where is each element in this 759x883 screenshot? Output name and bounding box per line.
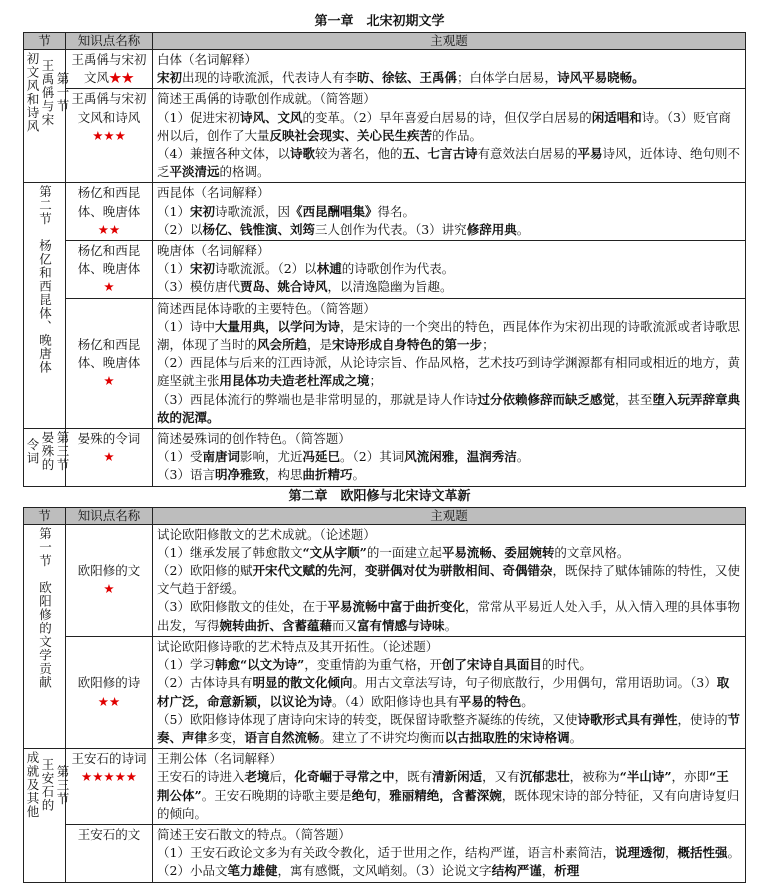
section-cell — [24, 183, 66, 429]
section-label: 成就及其他 — [25, 751, 40, 819]
knowledge-name: 杨亿和西昆体、晚唐体 — [77, 337, 141, 371]
importance-stars: ★★★ — [92, 127, 126, 143]
table-row — [24, 241, 746, 299]
answer-text: （1）受南唐词影响，尤近冯延巳。（2）其词风流闲雅，温润秀洁。 — [157, 449, 530, 465]
knowledge-name: 杨亿和西昆体、晚唐体 — [77, 185, 141, 219]
answer-text: （4）兼擅各种文体，以诗歌较为著名，他的五、七言古诗有意效法白居易的平易诗风，近体诗、绝句则不乏平淡清远的格调。 — [157, 146, 741, 180]
knowledge-name: 王安石的文 — [77, 826, 141, 842]
content-cell — [153, 524, 746, 636]
answer-text: （1）继承发展了韩愈散文“文从字顺”的一面建立起平易流畅、委屈婉转的文章风格。 — [157, 544, 630, 560]
table-header-row — [24, 507, 746, 524]
importance-stars: ★ — [103, 581, 115, 597]
section-label: 第二节 杨亿和西昆体、晚唐体 — [37, 185, 53, 375]
header-knowledge: 知识点名称 — [66, 33, 153, 50]
content-cell — [153, 636, 746, 748]
question-title: 简述王禹偁的诗歌创作成就。（简答题） — [157, 91, 376, 107]
table-row — [24, 524, 746, 636]
answer-text: （1）学习韩愈“以文为诗”，变重情韵为重气格，开创了宋诗自具面目的时代。 — [157, 657, 592, 673]
importance-stars: ★ — [103, 279, 115, 295]
importance-stars: ★★ — [97, 693, 121, 709]
knowledge-cell — [66, 429, 153, 487]
question-title: 王荆公体（名词解释） — [157, 751, 283, 767]
answer-text: （3）语言明净雅致，构思曲折精巧。 — [157, 467, 366, 483]
section-cell — [24, 749, 70, 882]
answer-text: （5）欧阳修诗体现了唐诗向宋诗的转变，既保留诗歌整齐凝练的传统，又使诗歌形式具有弹性，使诗的节奏、声律多变，语言自然流畅。建立了不讲究均衡而以古拙取胜的宋诗格调。 — [157, 711, 741, 745]
chapter1-title: 第一章 北宋初期文学 — [314, 14, 445, 29]
question-title: 晚唐体（名词解释） — [157, 243, 270, 259]
content-cell — [153, 429, 746, 487]
section-label: 第三节 — [55, 764, 70, 806]
section-label: 第一节 — [55, 72, 70, 113]
question-title: 试论欧阳修散文的艺术成就。（论述题） — [157, 526, 376, 542]
question-title: 简述晏殊词的创作特色。（简答题） — [157, 431, 351, 447]
section-cell — [24, 524, 66, 748]
table-row — [24, 50, 746, 89]
knowledge-cell — [66, 298, 153, 428]
knowledge-cell — [66, 241, 153, 299]
answer-text: （2）欧阳修的赋开宋代文赋的先河，变骈偶对仗为骈散相间、奇偶错杂，既保持了赋体铺陈的特性，又使文气趋于舒缓。 — [157, 563, 741, 597]
question-title: 西昆体（名词解释） — [157, 185, 270, 201]
knowledge-name: 王禹偁与宋初文风 — [71, 52, 147, 86]
header-subjective: 主观题 — [153, 507, 746, 524]
section-label: 第三节 — [55, 431, 70, 472]
answer-text: （3）模仿唐代贾岛、姚合诗风，以清逸隐幽为旨趣。 — [157, 279, 453, 295]
answer-text: （2）古体诗具有明显的散文化倾向。用古文章法写诗，句子彻底散行，少用偶句，常用语助词。（3）取材广泛，命意新颖，以议论为诗。（4）欧阳修诗也具有平易的特色。 — [157, 675, 730, 709]
answer-text: 宋初出现的诗歌流派，代表诗人有李昉、徐铉、王禹偁；白体学白居易，诗风平易晓畅。 — [157, 70, 645, 86]
knowledge-cell — [66, 89, 153, 183]
knowledge-cell — [66, 636, 153, 748]
answer-text: （2）以杨亿、钱惟演、刘筠三人创作为代表。（3）讲究修辞用典。 — [157, 221, 530, 237]
table-row — [24, 89, 746, 183]
table-row — [24, 298, 746, 428]
chapter2-title: 第二章 欧阳修与北宋诗文革新 — [288, 488, 471, 504]
knowledge-cell — [66, 824, 153, 882]
header-subjective: 主观题 — [153, 33, 746, 50]
knowledge-name: 王禹偁与宋初文风和诗风 — [71, 91, 147, 125]
section-cell — [24, 429, 70, 487]
content-cell — [153, 241, 746, 299]
question-title: 白体（名词解释） — [157, 52, 258, 67]
answer-text: （3）西昆体流行的弊端也是非常明显的，那就是诗人作诗过分依赖修辞而缺乏感觉，甚至堕入玩弄辞章典故的泥潭。 — [157, 391, 741, 425]
importance-stars: ★★ — [97, 221, 121, 237]
content-cell — [153, 50, 746, 89]
header-section: 节 — [24, 507, 66, 524]
answer-text: （1）王安石政论文多为有关政令教化，适于世用之作，结构严谨，语言朴素简洁，说理透彻，概括性强。（2）小品文笔力雄健，寓有感慨，文风峭刻。（3）论说文字结构严谨，析理 — [157, 845, 741, 879]
answer-text: （1）宋初诗歌流派。（2）以林逋的诗歌创作为代表。 — [157, 261, 455, 277]
knowledge-cell — [66, 50, 153, 89]
knowledge-cell — [66, 524, 153, 636]
section-label: 晏殊的 — [40, 431, 55, 472]
knowledge-name: 王安石的诗词 — [71, 751, 147, 767]
answer-text: （2）西昆体与后来的江西诗派，从论诗宗旨、作品风格，艺术技巧到诗学渊源都有相同或相近的地方，黄庭坚就主张用昆体功夫造老杜浑成之境； — [157, 355, 740, 389]
header-section: 节 — [24, 33, 66, 50]
table-row — [24, 429, 746, 487]
knowledge-name: 欧阳修的诗 — [77, 675, 141, 691]
table-row — [24, 749, 746, 825]
section-label: 初文风和诗风 — [25, 52, 40, 133]
importance-stars: ★ — [103, 449, 115, 465]
content-cell — [153, 824, 746, 882]
knowledge-name: 欧阳修的文 — [77, 563, 141, 579]
answer-text: （3）欧阳修散文的佳处，在于平易流畅中富于曲折变化，常常从平易近人处入手，从入情入理的具体事物出发，写得婉转曲折、含蓄蕴藉而又富有情感与诗味。 — [157, 599, 740, 633]
section-label: 令词 — [25, 437, 40, 465]
answer-text: 王安石的诗进入老境后，化奇崛于寻常之中，既有清新闲适，又有沉郁悲壮，被称为“半山诗”，亦即“王荆公体”。王安石晚期的诗歌主要是绝句，雅丽精绝，含蓄深婉，既体现宋诗的部分特征，又有向唐诗复归的倾向。 — [157, 769, 740, 821]
table-row — [24, 183, 746, 241]
question-title: 简述王安石散文的特点。（简答题） — [157, 826, 351, 842]
content-cell — [153, 749, 746, 825]
content-cell — [153, 298, 746, 428]
answer-text: （1）宋初诗歌流派，因《西昆酬唱集》得名。 — [157, 203, 416, 219]
table-row — [24, 824, 746, 882]
section-label: 第一节 欧阳修的文学贡献 — [37, 526, 53, 689]
knowledge-cell — [66, 749, 153, 825]
chapter2-table — [23, 507, 746, 883]
knowledge-cell — [66, 183, 153, 241]
content-cell — [153, 183, 746, 241]
chapter1-table — [23, 32, 746, 487]
importance-stars: ★★★★★ — [80, 769, 138, 785]
knowledge-name: 晏殊的令词 — [77, 431, 141, 447]
answer-text: （1）诗中大量用典，以学问为诗，是宋诗的一个突出的特色，西昆体作为宋初出现的诗歌流派或者诗歌思潮，体现了当时的风会所趋，是宋诗形成自身特色的第一步； — [157, 318, 740, 353]
table-row — [24, 636, 746, 748]
knowledge-name: 杨亿和西昆体、晚唐体 — [77, 243, 141, 277]
content-cell — [153, 89, 746, 183]
question-title: 简述西昆体诗歌的主要特色。（简答题） — [157, 300, 376, 316]
section-label: 王安石的 — [40, 757, 55, 812]
question-title: 试论欧阳修诗歌的艺术特点及其开拓性。（论述题） — [157, 638, 439, 654]
importance-stars: ★ — [103, 373, 115, 389]
section-cell — [24, 50, 70, 183]
answer-text: （1）促进宋初诗风、文风的变革。（2）早年喜爱白居易的诗，但仅学白居易的闲适唱和诗。（3）贬官商州以后，创作了大量反映社会现实、关心民生疾苦的作品。 — [157, 109, 731, 143]
table-header-row — [24, 33, 746, 50]
section-label: 王禹偁与宋 — [40, 58, 55, 127]
header-knowledge: 知识点名称 — [66, 507, 153, 524]
importance-stars: ★★ — [109, 70, 135, 86]
